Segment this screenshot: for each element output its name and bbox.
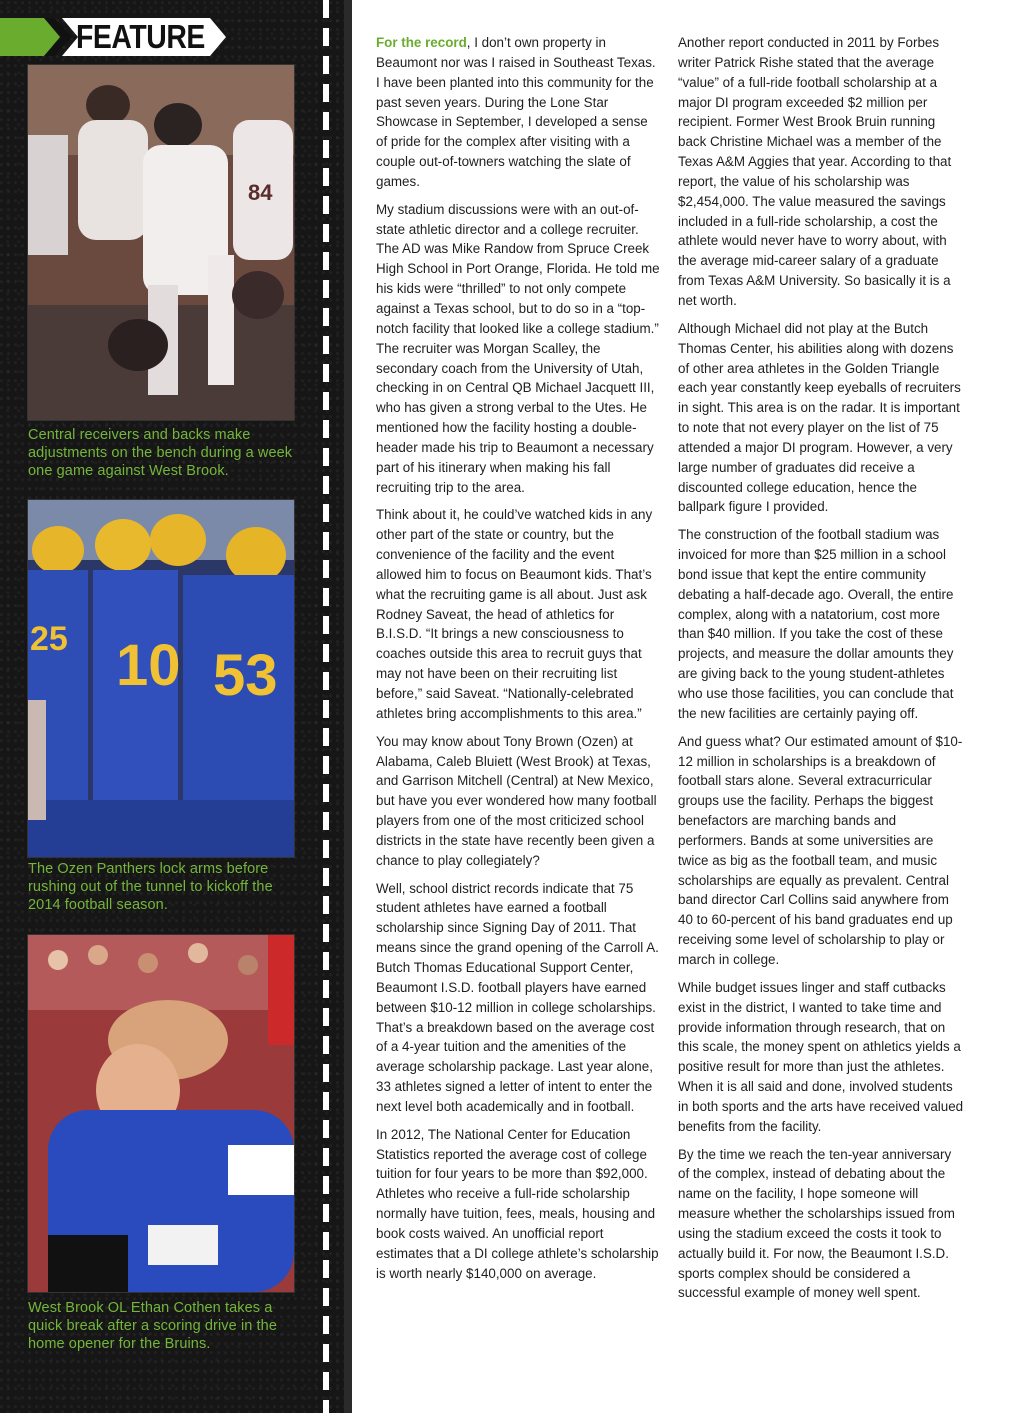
section-tag <box>0 18 226 56</box>
article-paragraph: Another report conducted in 2011 by Forbes writer Patrick Rishe stated that the average “value” of a full-ride football scholarship at a major DI program exceeded $2 million per recipient. Former West Brook Bruin running back Christine Michael was a member of the Texas A&M Aggies that year. According to that report, the value of his scholarship was $2,454,000. The value measured the savings included in a full-ride scholarship, a cost the athlete would never have to worry about, with the average mid-career salary of a graduate from Texas A&M University. So basically it is a net worth. <box>678 35 952 308</box>
article-paragraph: You may know about Tony Brown (Ozen) at Alabama, Caleb Bluiett (West Brook) at Texas, and Garrison Mitchell (Central) at New Mexico, but have you ever wondered how many football players from one of the most criticized school districts in the state have recently been given a chance to play collegiately? <box>376 733 657 868</box>
article-paragraph: Think about it, he could’ve watched kids in any other part of the state or country, but the convenience of the facility and the event allowed him to focus on Beaumont kids. That’s what the recruiting game is all about. Just ask Rodney Saveat, the head of athletics for B.I.S.D. “It brings a new consciousness to coaches outside this area to recruit guys that may not have been on their recruiting list before,” said Saveat. “Nationally-celebrated athletes bring accomplishments to this area.” <box>376 507 653 721</box>
article-paragraph: In 2012, The National Center for Education Statistics reported the average cost of college tuition for four years to be more than $92,000. Athletes who receive a full-ride scholarship normally have tuition, fees, meals, housing and book costs waived. An unofficial report estimates that a DI college athlete’s scholarship is worth nearly $140,000 on average. <box>376 1126 659 1281</box>
article-paragraph: Although Michael did not play at the Butch Thomas Center, his abilities along with dozens of other area athletes in the Golden Triangle each year constantly keep eyeballs of recruiters in sight. This area is on the radar. It is important to note that not every player on the list of 75 attended a major DI program. However, a very large number of graduates did receive a discounted college education, hence the ballpark figure I provided. <box>678 320 961 515</box>
article-paragraph: While budget issues linger and staff cutbacks exist in the district, I wanted to take time and provide information through research, that on this scale, the money spent on athletics yields a positive result for more than just the athletes. When it is all said and done, involved students in both sports and the arts have received valued benefits from the facility. <box>678 979 964 1134</box>
article-column-2 <box>678 33 964 1311</box>
article-column-1 <box>376 33 660 1291</box>
article-lead-in: For the record <box>376 35 467 50</box>
svg-text:25: 25 <box>30 620 68 658</box>
svg-text:84: 84 <box>248 180 273 205</box>
article-paragraph: For the record, I don’t own property in Beaumont nor was I raised in Southeast Texas. I have been planted into this community for the past seven years. During the Lone Star Showcase in September, I developed a sense of pride for the complex after visiting with a couple out-of-towners watching the slate of games. <box>376 35 656 189</box>
photo-caption: The Ozen Panthers lock arms before rushing out of the tunnel to kickoff the 2014 football season. <box>28 861 273 913</box>
west-brook-lineman-photo <box>28 935 294 1292</box>
article-paragraph: The construction of the football stadium was invoiced for more than $25 million in a school bond issue that kept the entire community debating a half-decade ago. Overall, the entire complex, along with a natatorium, cost more than $40 million. If you take the cost of these projects, and measure the dollar amounts they are giving back to the young student-athletes who use those facilities, you can conclude that the new facilities are certainly paying off. <box>678 527 954 721</box>
film-strip-border <box>318 0 334 1413</box>
article-paragraph: My stadium discussions were with an out-of-state athletic director and a college recruiter. The AD was Mike Randow from Spruce Creek High School in Port Orange, Florida. He told me his kids were “thrilled” to not only compete against a Texas school, but to do so in a “top-notch facility that looked like a college stadium.” The recruiter was Morgan Scalley, the secondary coach from the University of Utah, checking in on Central QB Michael Jacquett III, who has given a strong verbal to the Utes. He mentioned how the facility hosting a double-header made his trip to Beaumont a necessary part of his itinerary when making his fall recruiting trip to the area. <box>376 201 660 495</box>
ozen-panthers-photo <box>28 500 294 857</box>
photo-caption: West Brook OL Ethan Cothen takes a quick break after a scoring drive in the home opener for the Bruins. <box>28 1300 278 1352</box>
svg-text:10: 10 <box>116 633 181 698</box>
film-edge <box>344 0 352 1413</box>
article-paragraph: Well, school district records indicate that 75 student athletes have earned a football scholarship since Signing Day of 2011. That means since the grand opening of the Carroll A. Butch Thomas Educational Support Center, Beaumont I.S.D. football players have earned between $10-12 million in college scholarships. That’s a breakdown based on the average cost of a 4-year tuition and the amenities of the average scholarship package. Last year alone, 33 athletes signed a letter of intent to enter the next level both academically and in football. <box>376 880 659 1114</box>
central-receivers-photo <box>28 65 294 420</box>
article-paragraph: By the time we reach the ten-year anniversary of the complex, instead of debating about the name on the facility, I hope someone will measure whether the scholarships issued from using the stadium exceed the costs it took to actually build it. For now, the Beaumont I.S.D. sports complex should be considered a successful example of money well spent. <box>678 1146 955 1301</box>
section-title: FEATURE <box>76 18 205 55</box>
photo-caption: Central receivers and backs make adjustments on the bench during a week one game against West Brook. <box>28 427 293 479</box>
svg-text:53: 53 <box>213 643 278 708</box>
article-paragraph: And guess what? Our estimated amount of $10-12 million in scholarships is a breakdown of football stars alone. Several extracurricular groups use the facility. Perhaps the biggest benefactors are marching bands and performers. Bands at some universities are twice as big as the football team, and music scholarships are equally as prevalent. Central band director Carl Collins said anywhere from 40 to 60-percent of his band graduates end up receiving some level of scholarship to play or march in college. <box>678 733 963 967</box>
